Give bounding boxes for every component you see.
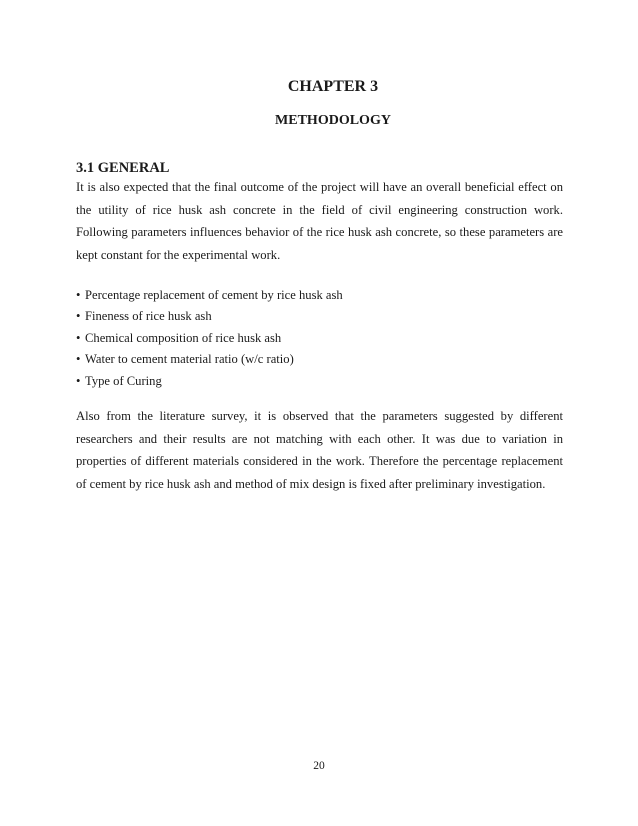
list-item xyxy=(76,371,563,392)
chapter-title: CHAPTER 3 xyxy=(287,78,379,95)
list-item-text: Percentage replacement of cement by rice husk ash xyxy=(85,288,343,302)
bullet-icon: • xyxy=(76,352,81,367)
bullet-icon: • xyxy=(76,330,81,345)
list-item xyxy=(76,328,563,349)
bullet-icon: • xyxy=(76,309,81,324)
list-item xyxy=(76,306,563,327)
list-item xyxy=(76,349,563,370)
bullet-icon: • xyxy=(76,373,81,388)
list-item-text: Fineness of rice husk ash xyxy=(85,309,212,324)
page-number: 20 xyxy=(313,760,325,772)
list-item-text: Type of Curing xyxy=(85,373,162,388)
list-item-text: Water to cement material ratio (w/c ratio) xyxy=(85,352,294,367)
list-item xyxy=(76,285,563,306)
bullet-icon: • xyxy=(76,288,81,302)
chapter-subtitle: METHODOLOGY xyxy=(275,113,391,128)
intro-paragraph: It is also expected that the final outcome of the project will have an overall beneficial effect on the utility of rice husk ash concrete in the field of civil engineering construction work. Following parameters influences behavior of the rice husk ash concrete, so these parameters are kept constant for the experimental work. xyxy=(76,180,563,262)
section-heading: 3.1 GENERAL xyxy=(76,160,170,176)
parameter-list xyxy=(76,285,563,392)
literature-paragraph: Also from the literature survey, it is observed that the parameters suggested by different researchers and their results are not matching with each other. It was due to variation in properties of different materials considered in the work. Therefore the percentage replacement of cement by rice husk ash and method of mix design is fixed after preliminary investigation. xyxy=(76,409,563,491)
list-item-text: Chemical composition of rice husk ash xyxy=(85,330,282,345)
